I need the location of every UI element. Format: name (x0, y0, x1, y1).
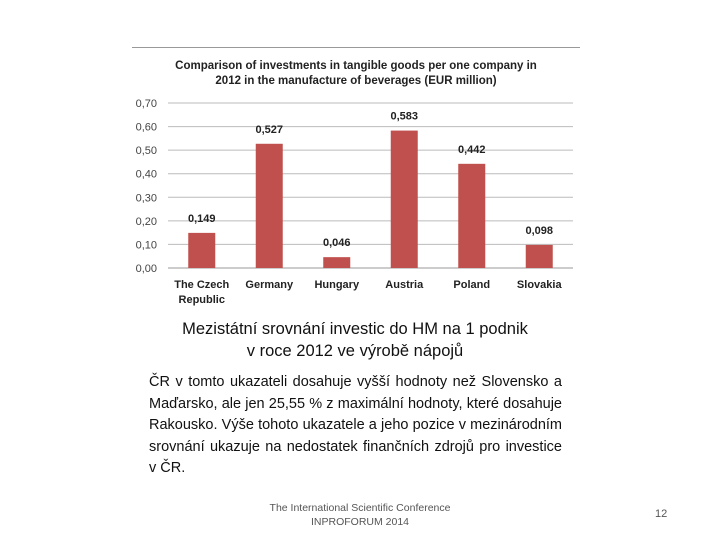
data-label: 0,527 (255, 123, 284, 136)
y-tick-label: 0,10 (135, 239, 157, 252)
data-label: 0,149 (187, 212, 216, 225)
footer-line-1: The International Scientific Conference (269, 502, 451, 514)
x-tick-label: Hungary (314, 279, 360, 291)
footer (250, 501, 470, 529)
x-tick-label: Republic (178, 294, 225, 306)
y-tick-label: 0,20 (135, 215, 157, 228)
data-label: 0,046 (322, 237, 351, 250)
x-tick-label: Germany (245, 279, 294, 291)
y-tick-label: 0,30 (135, 192, 157, 205)
bar (188, 233, 215, 268)
y-tick-label: 0,40 (135, 168, 157, 181)
x-tick-label: The Czech (174, 279, 230, 291)
x-tick-label: Austria (385, 279, 424, 291)
chart-title: 2012 in the manufacture of beverages (EUR million) (215, 75, 497, 87)
page-number: 12 (655, 508, 668, 520)
body-text: ČR v tomto ukazateli dosahuje vyšší hodnoty než Slovensko a Maďarsko, ale jen 25,55 % z maximální hodnoty, které dosahuje Rakousko. Výše tohoto ukazatele a jeho pozice v mezinárodním srovnání ukazuje na nedostatek finančních zdrojů pro investice v ČR. (149, 374, 562, 476)
chart-title: Comparison of investments in tangible goods per one company in (175, 60, 537, 72)
footer-line-2: INPROFORUM 2014 (310, 516, 410, 528)
bar (391, 131, 418, 268)
chart-caption (140, 318, 570, 362)
y-tick-label: 0,60 (135, 121, 157, 134)
y-tick-label: 0,00 (135, 263, 157, 275)
y-tick-label: 0,50 (135, 145, 157, 158)
y-tick-label: 0,70 (135, 98, 157, 110)
data-label: 0,442 (457, 143, 486, 156)
x-tick-label: Poland (453, 279, 491, 291)
bar (458, 164, 485, 268)
bar (526, 245, 553, 268)
x-tick-label: Slovakia (516, 279, 562, 291)
data-label: 0,098 (525, 224, 554, 237)
data-label: 0,583 (390, 110, 419, 123)
caption-line-1: Mezistátní srovnání investic do HM na 1 podnik (182, 320, 528, 338)
caption-line-2: v roce 2012 ve výrobě nápojů (246, 342, 464, 360)
bar (323, 257, 350, 268)
bar (256, 144, 283, 268)
